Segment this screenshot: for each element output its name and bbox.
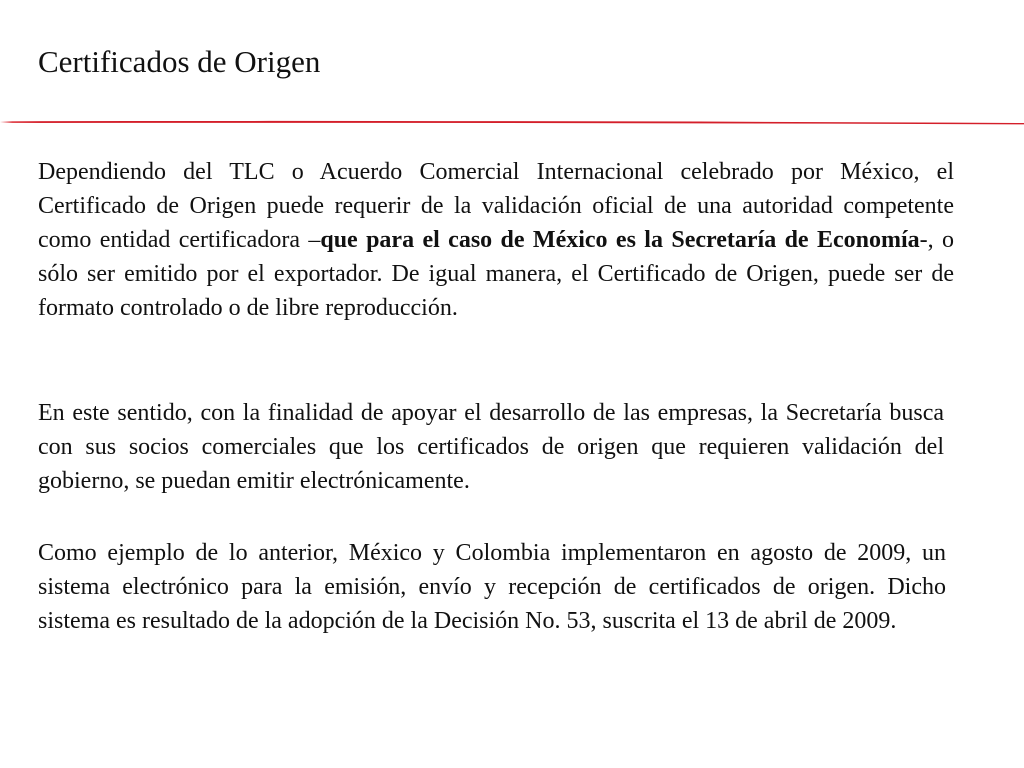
paragraph-mexico-colombia-example: Como ejemplo de lo anterior, México y Colombia implementaron en agosto de 2009, un sistema electrónico para la emisión, envío y recepción de certificados de origen. Dicho sistema es resultado de la adopción de la Decisión No. 53, suscrita el 13 de abril de 2009.	[38, 540, 946, 634]
paragraph-electronic-issuance: En este sentido, con la finalidad de apoyar el desarrollo de las empresas, la Secretaría busca con sus socios comerciales que los certificados de origen que requieren validación del gobierno, se puedan emitir electrónicamente.	[38, 400, 944, 494]
paragraph-1-bold-phrase: que para el caso de México es la Secretaría de Economía	[320, 227, 920, 253]
paragraph-certificate-validation	[38, 155, 954, 325]
paragraph-1-text-start: Dependiendo del TLC o Acuerdo Comercial Internacional celebrado por México, el Certificado de Origen puede requerir de la validación oficial de una autoridad competente como entidad certificadora –	[38, 159, 954, 253]
title-divider	[0, 119, 1024, 125]
paragraph-1-text-end: -, o sólo ser emitido por el exportador. De igual manera, el Certificado de Origen, puede ser de formato controlado o de libre reproducción.	[38, 227, 955, 321]
slide-title: Certificados de Origen	[38, 44, 321, 79]
